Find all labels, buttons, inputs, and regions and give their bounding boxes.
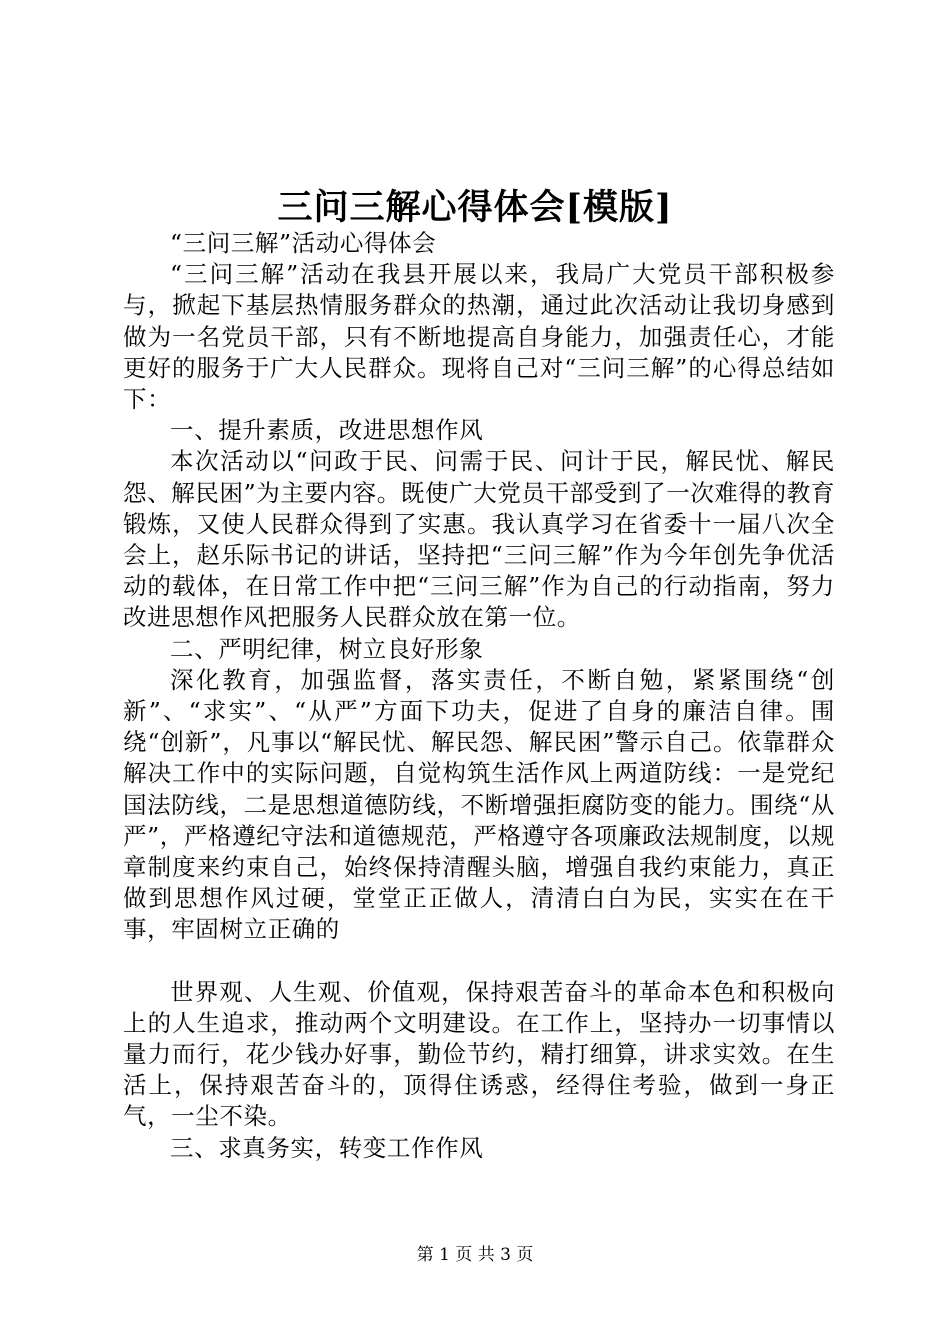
document-body	[123, 228, 835, 1164]
section-heading-3: 三、求真务实，转变工作作风	[170, 1133, 484, 1162]
intro-paragraph: “三问三解”活动在我县开展以来，我局广大党员干部积极参与，掀起下基层热情服务群众的热潮，通过此次活动让我切身感到做为一名党员干部，只有不断地提高自身能力，加强责任心，才能更好的服务于广大人民群众。现将自己对“三问三解”的心得总结如下：	[123, 260, 835, 414]
section-heading-1: 一、提升素质，改进思想作风	[170, 416, 484, 445]
subtitle-paragraph: “三问三解”活动心得体会	[170, 229, 437, 257]
section-2-paragraph: 深化教育，加强监督，落实责任，不断自勉，紧紧围绕“创新”、“求实”、“从严”方面下功夫，促进了自身的廉洁自律。围绕“创新”，凡事以“解民忧、解民怨、解民困”警示自己。依靠群众解决工作中的实际问题，自觉构筑生活作风上两道防线：一是党纪国法防线，二是思想道德防线，不断增强拒腐防变的能力。围绕“从严”，严格遵纪守法和道德规范，严格遵守各项廉政法规制度，以规章制度来约束自己，始终保持清醒头脑，增强自我约束能力，真正做到思想作风过硬，堂堂正正做人，清清白白为民，实实在在干事，牢固树立正确的	[123, 665, 835, 944]
document-title: 三问三解心得体会[模版]	[277, 187, 673, 228]
section-2-continued-paragraph: 世界观、人生观、价值观，保持艰苦奋斗的革命本色和积极向上的人生追求，推动两个文明建设。在工作上，坚持办一切事情以量力而行，花少钱办好事，勤俭节约，精打细算，讲求实效。在生活上，保持艰苦奋斗的，顶得住诱惑，经得住考验，做到一身正气，一尘不染。	[123, 977, 835, 1131]
section-heading-2: 二、严明纪律，树立良好形象	[170, 634, 484, 663]
section-1-paragraph: 本次活动以“问政于民、问需于民、问计于民，解民忧、解民怨、解民困”为主要内容。既使广大党员干部受到了一次难得的教育锻炼，又使人民群众得到了实惠。我认真学习在省委十一届八次全会上，赵乐际书记的讲话，坚持把“三问三解”作为今年创先争优活动的载体，在日常工作中把“三问三解”作为自己的行动指南，努力改进思想作风把服务人民群众放在第一位。	[123, 447, 835, 632]
page-number-footer: 第 1 页 共 3 页	[416, 1245, 534, 1265]
